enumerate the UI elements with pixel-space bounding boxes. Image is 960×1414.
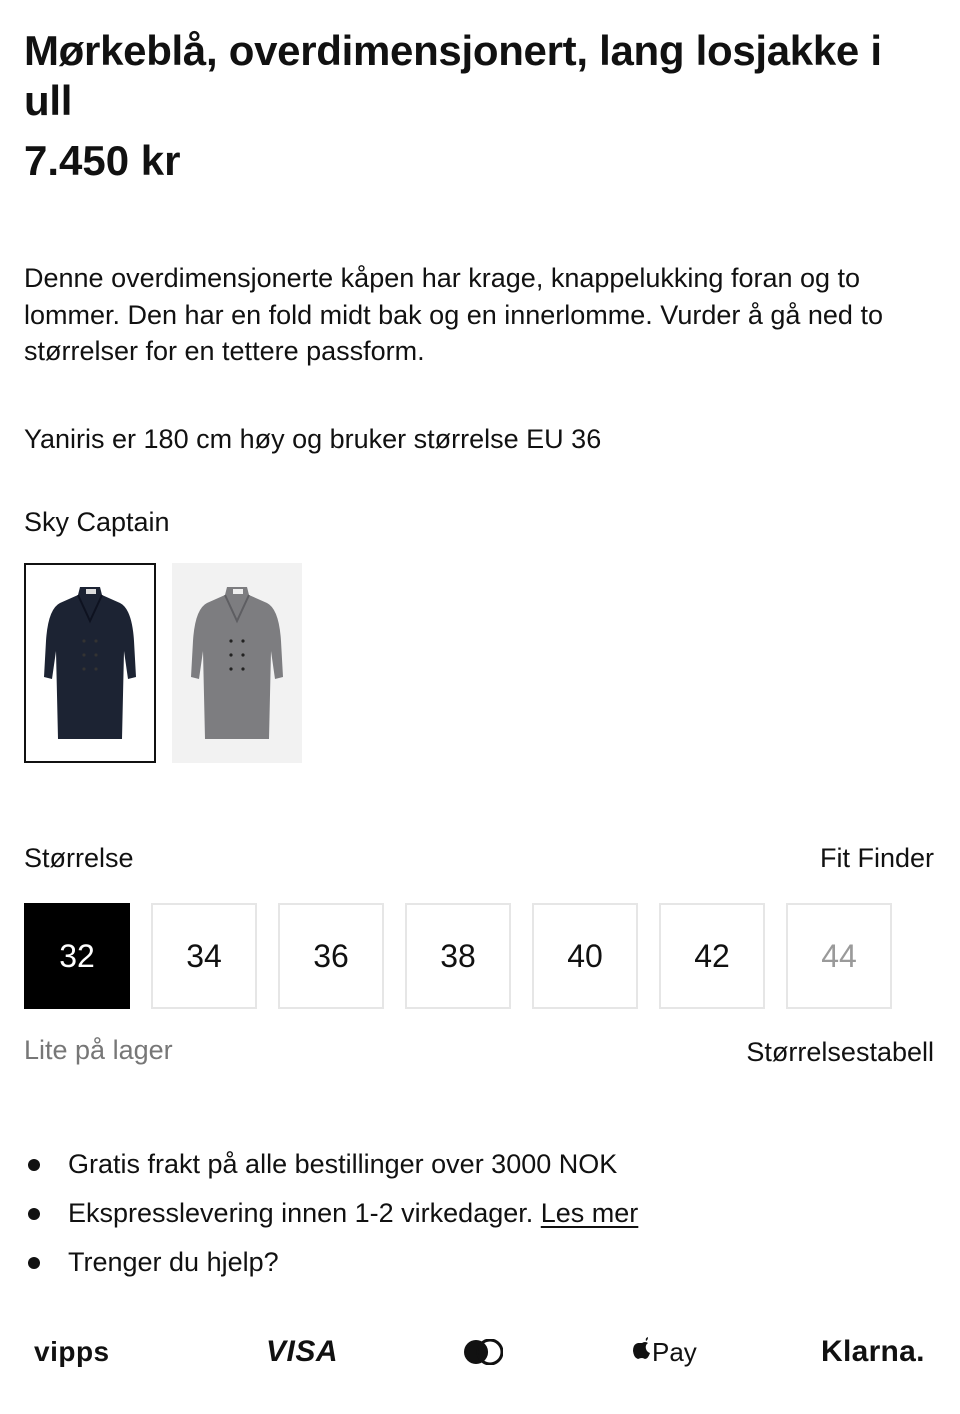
size-option-40[interactable]: 40: [532, 903, 638, 1009]
size-option-36[interactable]: 36: [278, 903, 384, 1009]
info-list: [24, 1140, 638, 1287]
apple-icon: [632, 1337, 652, 1368]
fit-finder-link[interactable]: Fit Finder: [819, 843, 934, 873]
model-info: Yaniris er 180 cm høy og bruker størrelse EU 36: [24, 424, 602, 454]
visa-logo: VISA: [266, 1335, 339, 1368]
size-option-34[interactable]: 34: [151, 903, 257, 1009]
vipps-logo: vipps: [34, 1336, 110, 1367]
size-option-42[interactable]: 42: [659, 903, 765, 1009]
color-swatch-grey[interactable]: [172, 563, 302, 763]
mastercard-icon: [463, 1328, 503, 1376]
bullet-icon: [28, 1159, 40, 1171]
list-item: [24, 1189, 638, 1238]
color-swatch-navy[interactable]: [24, 563, 156, 763]
product-description: Denne overdimensjonerte kåpen har krage, knappelukking foran og to lommer. Den har en fold midt bak og en innerlomme. Vurder å gå ned to størrelser for en tettere passform.: [24, 263, 883, 366]
product-price: 7.450 kr: [24, 137, 181, 184]
size-option-38[interactable]: 38: [405, 903, 511, 1009]
klarna-logo: Klarna.: [821, 1335, 925, 1368]
color-name: Sky Captain: [24, 507, 170, 537]
size-option-44[interactable]: 44: [786, 903, 892, 1009]
read-more-link[interactable]: Les mer: [540, 1198, 639, 1228]
shipping-info: Gratis frakt på alle bestillinger over 3000 NOK: [68, 1149, 618, 1179]
list-item: [24, 1140, 638, 1189]
help-link[interactable]: Trenger du hjelp?: [68, 1247, 279, 1277]
size-label: Størrelse: [24, 843, 134, 873]
product-title: Mørkeblå, overdimensjonert, lang losjakke i ull: [24, 27, 882, 124]
navy-coat-image: [42, 581, 138, 745]
bullet-icon: [28, 1257, 40, 1269]
apple-pay-logo: Pay: [632, 1328, 697, 1376]
size-selector: [24, 903, 892, 1009]
bullet-icon: [28, 1208, 40, 1220]
stock-status: Lite på lager: [24, 1035, 173, 1065]
size-option-32[interactable]: 32: [24, 903, 130, 1009]
express-info: Ekspresslevering innen 1-2 virkedager.: [68, 1198, 534, 1228]
list-item: [24, 1238, 638, 1287]
size-table-link[interactable]: Størrelsestabell: [746, 1037, 934, 1067]
grey-coat-image: [189, 581, 285, 745]
